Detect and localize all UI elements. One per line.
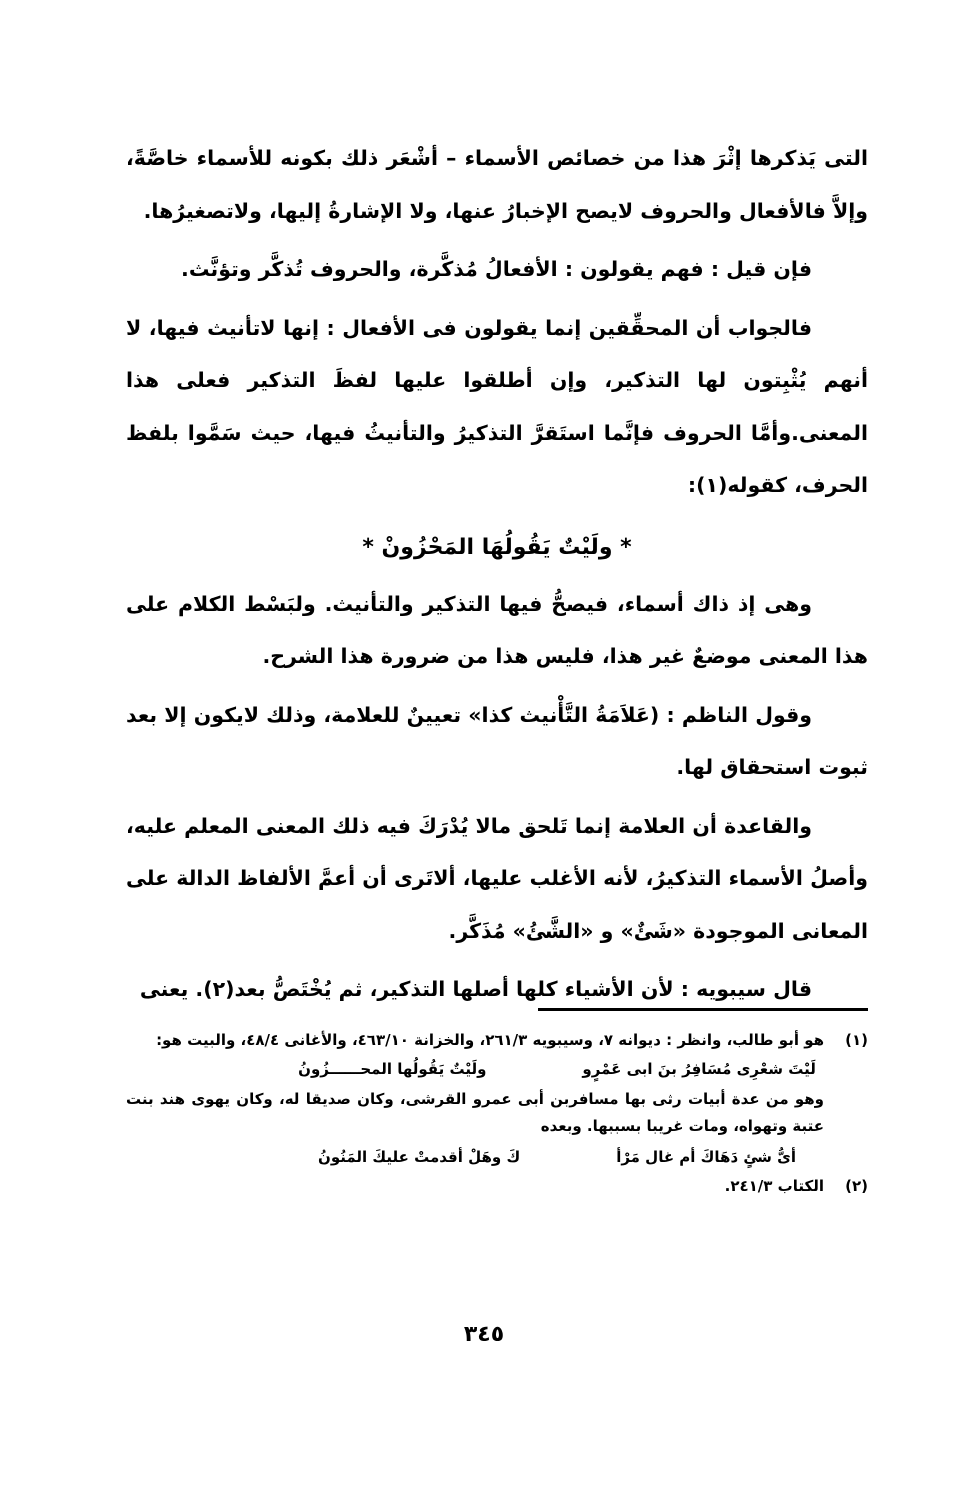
verse-quote: * ولَيْتٌ يَقُولُهَا المَحْزُونْ * — [362, 534, 632, 560]
footnote-2 — [126, 1174, 868, 1198]
footnote-separator — [538, 1008, 868, 1011]
paragraph-5: وقول الناظم : (عَلاَمَةُ التَّأْنيث كذا» تعيينٌ للعلامة، وذلك لايكون إلا بعد ثبوت استحقاق لها. — [126, 702, 868, 779]
footnote-1-number: (١) — [845, 1031, 868, 1049]
page-number: ٣٤٥ — [463, 1322, 505, 1347]
footnote-1-verse-hemistich-c: أىُّ شئٍ دَهَاكَ أم غال مَرْأ — [616, 1148, 796, 1166]
footnote-1-text: هو أبو طالب، وانظر : ديوانه ٧، وسيبويه ٢٦١/٣، والخزانة ٤٦٣/١٠، والأغانى ٤٨/٤، والبيت هو: — [156, 1031, 824, 1049]
paragraph-6: والقاعدة أن العلامة إنما تَلحق مالا يُدْرَكَ فيه ذلك المعنى المعلم عليه، وأصلُ الأسماء التذكيرُ، لأنه الأغلب عليها، ألاتَرى أن أعمَّ الألفاظ الدالة على المعانى الموجودة «شَئٌ» و «الشَّئُ» مُذَكَّر. — [126, 813, 868, 943]
paragraph-7: قال سيبويه : لأن الأشياء كلها أصلها التذكير، ثم يُخْتَصُّ بعد(٢). يعنى — [139, 977, 812, 1001]
footnote-1-continuation: وهو من عدة أبيات رثى بها مسافربن أبى عمرو القرشى، وكان صديقا له، وكان يهوى هند بنت عتبة وتهواه، ومات غريبا بسببها. وبعده — [126, 1090, 824, 1135]
paragraph-3: فالجواب أن المحقِّقين إنما يقولون فى الأفعال : إنها لاتأنيث فيها، لا أنهم يُثْبِتون لها التذكير، وإن أطلقوا عليها لفظَ التذكير فعلى هذا المعنى.وأمَّا الحروف فإنَّما استَقرَّ التذكيرُ والتأنيثُ فيها، حيث سَمَّوا بلفظ الحرف، كقوله(١): — [126, 315, 868, 497]
paragraph-4: وهى إذ ذاك أسماء، فيصحُّ فيها التذكير والتأنيث. ولبَسْط الكلام على هذا المعنى موضعٌ غير هذا، فليس هذا من ضرورة هذا الشرح. — [126, 591, 868, 668]
footnote-1-verse-hemistich-d: كَ وهَلْ أقدمتْ عليكَ المَنُونُ — [318, 1148, 521, 1166]
paragraph-1: التى يَذكرها إثْرَ هذا من خصائص الأسماء – أشْعَر ذلك بكونه للأسماء خاصَّةً، وإلاَّ فالأفعال والحروف لايصح الإخبارُ عنها، ولا الإشارةُ إليها، ولاتصغيرُها. — [126, 146, 868, 223]
footnote-1-verse-hemistich-b: ولَيْتٌ يَقُولُها المحــــــزُونُ — [298, 1060, 487, 1078]
footnote-1-verse-1 — [126, 1054, 868, 1084]
main-text — [126, 132, 868, 1022]
footnote-2-text: الكتاب ٢٤١/٣. — [724, 1177, 824, 1195]
footnote-1-verse-2 — [126, 1142, 868, 1172]
footnotes — [126, 1028, 868, 1200]
footnote-2-number: (٢) — [845, 1177, 868, 1195]
footnote-1-verse-hemistich-a: لَيْتَ شعْرِى مُسَافِرُ بنَ ابى عَمْرٍو — [582, 1060, 816, 1078]
paragraph-2: فإن قيل : فهم يقولون : الأفعالُ مُذكَّرة، والحروف تُذكَّر وتؤنَّث. — [181, 257, 812, 281]
footnote-1 — [126, 1028, 868, 1052]
